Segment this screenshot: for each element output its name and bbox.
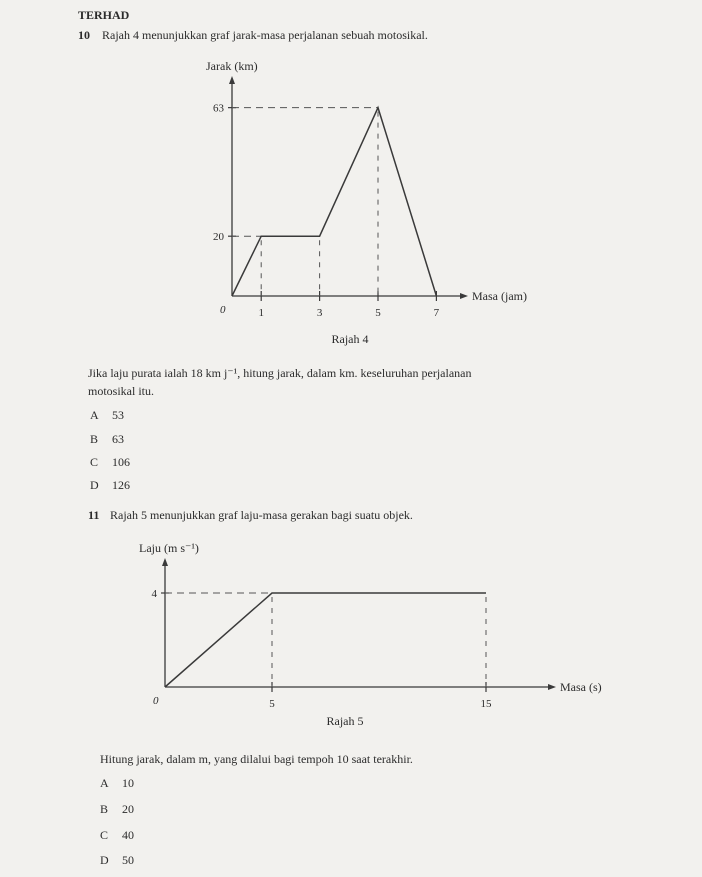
question-11-intro: Rajah 5 menunjukkan graf laju-masa gerakan bagi suatu objek. [110, 508, 413, 522]
q11-option-c[interactable] [100, 828, 134, 843]
origin-label: 0 [153, 695, 159, 707]
chart-caption: Rajah 5 [326, 714, 364, 728]
series-line [165, 593, 486, 687]
question-10-number: 10 [78, 28, 90, 42]
option-value: 106 [112, 455, 130, 469]
option-letter: D [90, 478, 99, 492]
option-letter: C [90, 455, 99, 469]
y-axis-label: Jarak (km) [206, 59, 258, 73]
q11-option-a[interactable] [100, 776, 134, 791]
x-tick-label: 3 [316, 307, 323, 319]
x-tick-label: 7 [433, 307, 440, 319]
question-10-text-line2: motosikal itu. [88, 384, 154, 398]
y-tick-label: 63 [213, 102, 224, 115]
question-11-number: 11 [88, 508, 100, 522]
option-letter: D [100, 853, 109, 867]
x-axis-arrow [548, 684, 556, 690]
x-tick-label: 15 [480, 698, 492, 710]
q11-option-b[interactable] [100, 802, 134, 817]
option-value: 20 [122, 802, 134, 816]
option-letter: B [100, 802, 109, 816]
option-value: 50 [122, 853, 134, 867]
question-10-text-line1: Jika laju purata ialah 18 km j⁻¹, hitung jarak, dalam km. keseluruhan perjalanan [88, 366, 472, 380]
x-tick-label: 1 [258, 307, 264, 319]
y-axis-label: Laju (m s⁻¹) [139, 541, 199, 555]
option-value: 63 [112, 432, 124, 446]
option-value: 40 [122, 828, 134, 842]
origin-label: 0 [220, 304, 226, 316]
y-tick-label: 20 [213, 231, 224, 244]
x-tick-label: 5 [375, 307, 381, 319]
section-label: TERHAD [78, 8, 130, 22]
option-letter: A [90, 408, 99, 422]
chart-caption: Rajah 4 [331, 332, 369, 346]
option-letter: A [100, 776, 109, 790]
question-11-text: Hitung jarak, dalam m, yang dilalui bagi tempoh 10 saat terakhir. [100, 752, 413, 766]
option-value: 53 [112, 408, 124, 422]
x-axis-label: Masa (jam) [472, 289, 527, 303]
y-tick-label: 4 [151, 588, 157, 600]
option-value: 126 [112, 478, 130, 492]
q11-option-d[interactable] [100, 853, 134, 868]
x-tick-label: 5 [269, 698, 275, 710]
option-letter: B [90, 432, 99, 446]
option-value: 10 [122, 776, 134, 790]
option-letter: C [100, 828, 109, 842]
question-10-intro: Rajah 4 menunjukkan graf jarak-masa perjalanan sebuah motosikal. [102, 28, 428, 42]
x-axis-label: Masa (s) [560, 680, 602, 694]
y-axis-arrow [162, 558, 168, 566]
